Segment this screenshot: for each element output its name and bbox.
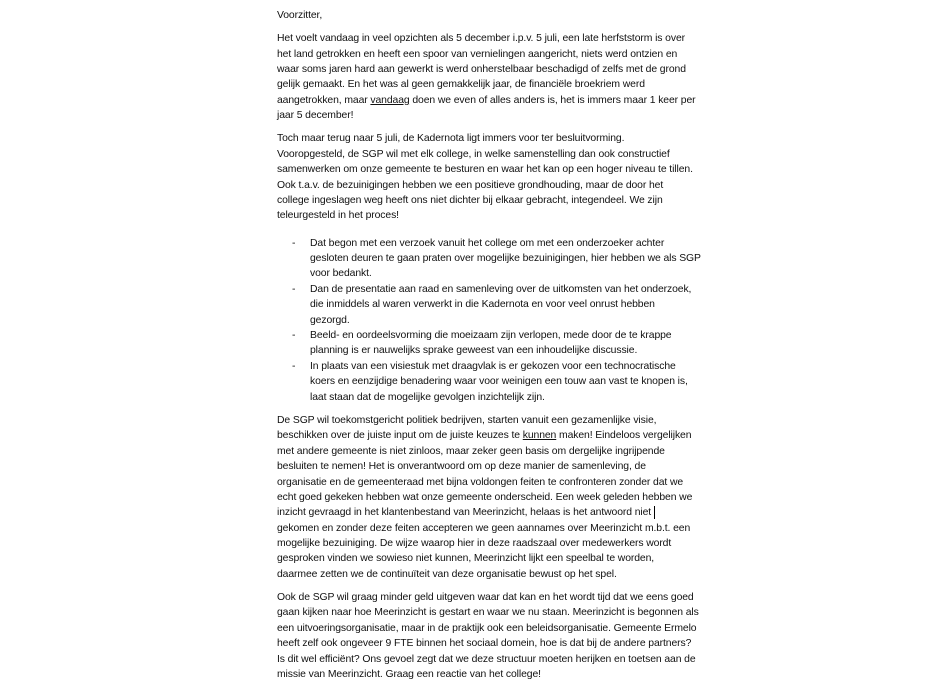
text-line: laat staan dat de mogelijke gevolgen inzichtelijk zijn. [310, 391, 545, 403]
underlined-word: vandaag [370, 94, 410, 106]
text-line: gesloten deuren te gaan praten over mogelijke bezuinigingen, hier hebben we als SGP [310, 253, 701, 265]
paragraph [277, 131, 693, 223]
text-segment: Het voelt vandaag in veel opzichten als 5 december i.p.v. 5 juli, een late herfststorm is over [277, 33, 685, 45]
text-segment: doen we even of alles anders is, het is immers maar 1 keer per [409, 94, 696, 106]
document-page[interactable] [277, 8, 701, 690]
text-segment: organisatie en de gemeenteraad met bijna voldongen feiten te confronteren zonder dat we [277, 476, 684, 488]
text-segment: teleurgesteld in het proces! [277, 210, 399, 222]
text-line [277, 505, 687, 520]
text-line [277, 93, 696, 108]
text-line [277, 652, 696, 667]
text-segment: gesproken vinden we sowieso niet kunnen, Meerinzicht lijkt een speelbal te worden, [277, 553, 655, 565]
paragraphs-before [277, 31, 696, 223]
bullet-text [310, 328, 671, 359]
text-segment: het land getrokken en heeft een spoor van vernielingen aangericht, niets werd ontzien en [277, 48, 678, 60]
text-line: planning is er nauwelijks sprake geweest van een inhoudelijke discussie. [310, 345, 638, 357]
text-line: Beeld- en oordeelsvorming die moeizaam zijn verlopen, mede door de te krappe [310, 330, 672, 342]
text-line [277, 162, 693, 177]
text-segment: Is dit wel efficiënt? Ons gevoel zegt dat we deze structuur moeten herijken en toetsen aan de [277, 653, 696, 665]
text-line [277, 147, 687, 162]
bullet-item [277, 282, 692, 328]
text-line [277, 551, 687, 566]
bullet-item [277, 236, 701, 282]
text-segment: echt goed gekeken hebben wat onze gemeente onderscheid. Een week geleden hebben we [277, 491, 693, 503]
salutation: Voorzitter, [277, 10, 323, 21]
text-segment: Toch maar terug naar 5 juli, de Kadernota ligt immers voor ter besluitvorming. [277, 133, 625, 145]
text-line: In plaats van een visiestuk met draagvlak is er gekozen voor een technocratische [310, 360, 676, 372]
bullet-list [277, 236, 701, 405]
text-segment: jaar 5 december! [277, 110, 354, 122]
text-segment: college ingeslagen weg heeft ons niet dichter bij elkaar gebracht, integendeel. We zijn [277, 194, 663, 206]
bullet-item [277, 328, 687, 359]
bullet-dash: - [292, 360, 296, 372]
text-line: voor bedankt. [310, 268, 372, 280]
bullet-dash: - [292, 283, 296, 295]
text-segment: daarmee zetten we de continuïteit van deze organisatie bewust op het spel. [277, 568, 617, 580]
bullet-text [310, 236, 701, 282]
text-segment: gelijk gemaakt. En het was al geen gemakkelijk jaar, de financiële broekriem werd [277, 79, 645, 91]
text-segment: met andere gemeente is niet zinloos, maar zeker geen basis om dergelijke ingrijpende [277, 445, 665, 457]
text-line [277, 536, 687, 551]
text-line [277, 444, 687, 459]
paragraph [277, 590, 699, 682]
text-segment: beschikken over de juiste input om de juiste keuzes te [277, 430, 523, 442]
text-segment: missie van Meerinzicht. Graag een reactie van het college! [277, 669, 541, 681]
text-line [277, 428, 692, 443]
text-line [277, 131, 687, 146]
text-cursor [654, 506, 655, 519]
text-line [277, 62, 687, 77]
text-line [277, 490, 693, 505]
bullet-text [310, 282, 691, 328]
text-segment: waar soms jaren hard aan gewerkt is werd onherstelbaar beschadigd of zelfs met de grond [277, 63, 686, 75]
text-line [277, 178, 687, 193]
text-line [277, 108, 687, 123]
text-segment: gaan kijken naar hoe Meerinzicht is gestart en waar we nu staan. Meerinzicht is begonnen als [277, 607, 699, 619]
text-segment: samenwerken om onze gemeente te besturen en waar het kan op een hoger niveau te tillen. [277, 164, 693, 176]
text-line [277, 77, 687, 92]
text-segment: heeft zelf ook ongeveer 9 FTE binnen het sociaal domein, hoe is dat bij de andere partners? [277, 638, 692, 650]
paragraphs-after [277, 413, 699, 682]
text-segment: gekomen en zonder deze feiten accepteren we geen aannames over Meerinzicht m.b.t. een [277, 522, 691, 534]
text-line [277, 208, 687, 223]
text-segment: De SGP wil toekomstgericht politiek bedrijven, starten vanuit een gezamenlijke visie, [277, 414, 657, 426]
text-line: Dat begon met een verzoek vanuit het college om met een onderzoeker achter [310, 237, 665, 249]
text-line: gezorgd. [310, 314, 350, 326]
text-segment: een uitvoeringsorganisatie, maar in de praktijk ook een beleidsorganisatie. Gemeente Ermelo [277, 622, 697, 634]
text-line: Dan de presentatie aan raad en samenleving over de uitkomsten van het onderzoek, [310, 283, 692, 295]
text-line [277, 590, 694, 605]
text-segment: Vooropgesteld, de SGP wil met elk college, in welke samenstelling dan ook constructief [277, 148, 670, 160]
text-line: die inmiddels al waren verwerkt in die Kadernota en voor veel onrust hebben [310, 299, 655, 311]
text-line [277, 605, 699, 620]
text-segment: aangetrokken, maar [277, 94, 371, 106]
text-line [277, 413, 687, 428]
text-segment: besluiten te nemen! Het is onverantwoord om op deze manier de samenleving, de [277, 461, 646, 473]
text-line [277, 636, 692, 651]
text-line [277, 475, 687, 490]
text-line [277, 521, 691, 536]
text-line [277, 567, 687, 582]
text-segment: mogelijke bezuiniging. De wijze waarop hier in deze raadszaal over medewerkers wordt [277, 538, 672, 550]
text-line [277, 667, 687, 682]
bullet-item [277, 359, 687, 405]
text-line [277, 47, 687, 62]
paragraph [277, 413, 693, 582]
text-line [277, 621, 697, 636]
text-segment: Ook de SGP wil graag minder geld uitgeven waar dat kan en het wordt tijd dat we eens goed [277, 592, 694, 604]
text-segment: maken! Eindeloos vergelijken [556, 430, 692, 442]
text-line: koers en eenzijdige benadering waar voor weinigen een touw aan vast te knopen is, [310, 376, 688, 388]
text-segment: inzicht gevraagd in het klantenbestand van Meerinzicht, helaas is het antwoord niet [277, 507, 652, 519]
text-line [277, 193, 687, 208]
bullet-text [310, 359, 688, 405]
text-line [277, 31, 687, 46]
paragraph [277, 31, 696, 123]
text-segment: Ook t.a.v. de bezuinigingen hebben we een positieve grondhouding, maar de door het [277, 179, 664, 191]
text-line [277, 459, 687, 474]
bullet-dash: - [292, 330, 296, 342]
underlined-word: kunnen [522, 430, 557, 442]
bullet-dash: - [292, 237, 296, 249]
